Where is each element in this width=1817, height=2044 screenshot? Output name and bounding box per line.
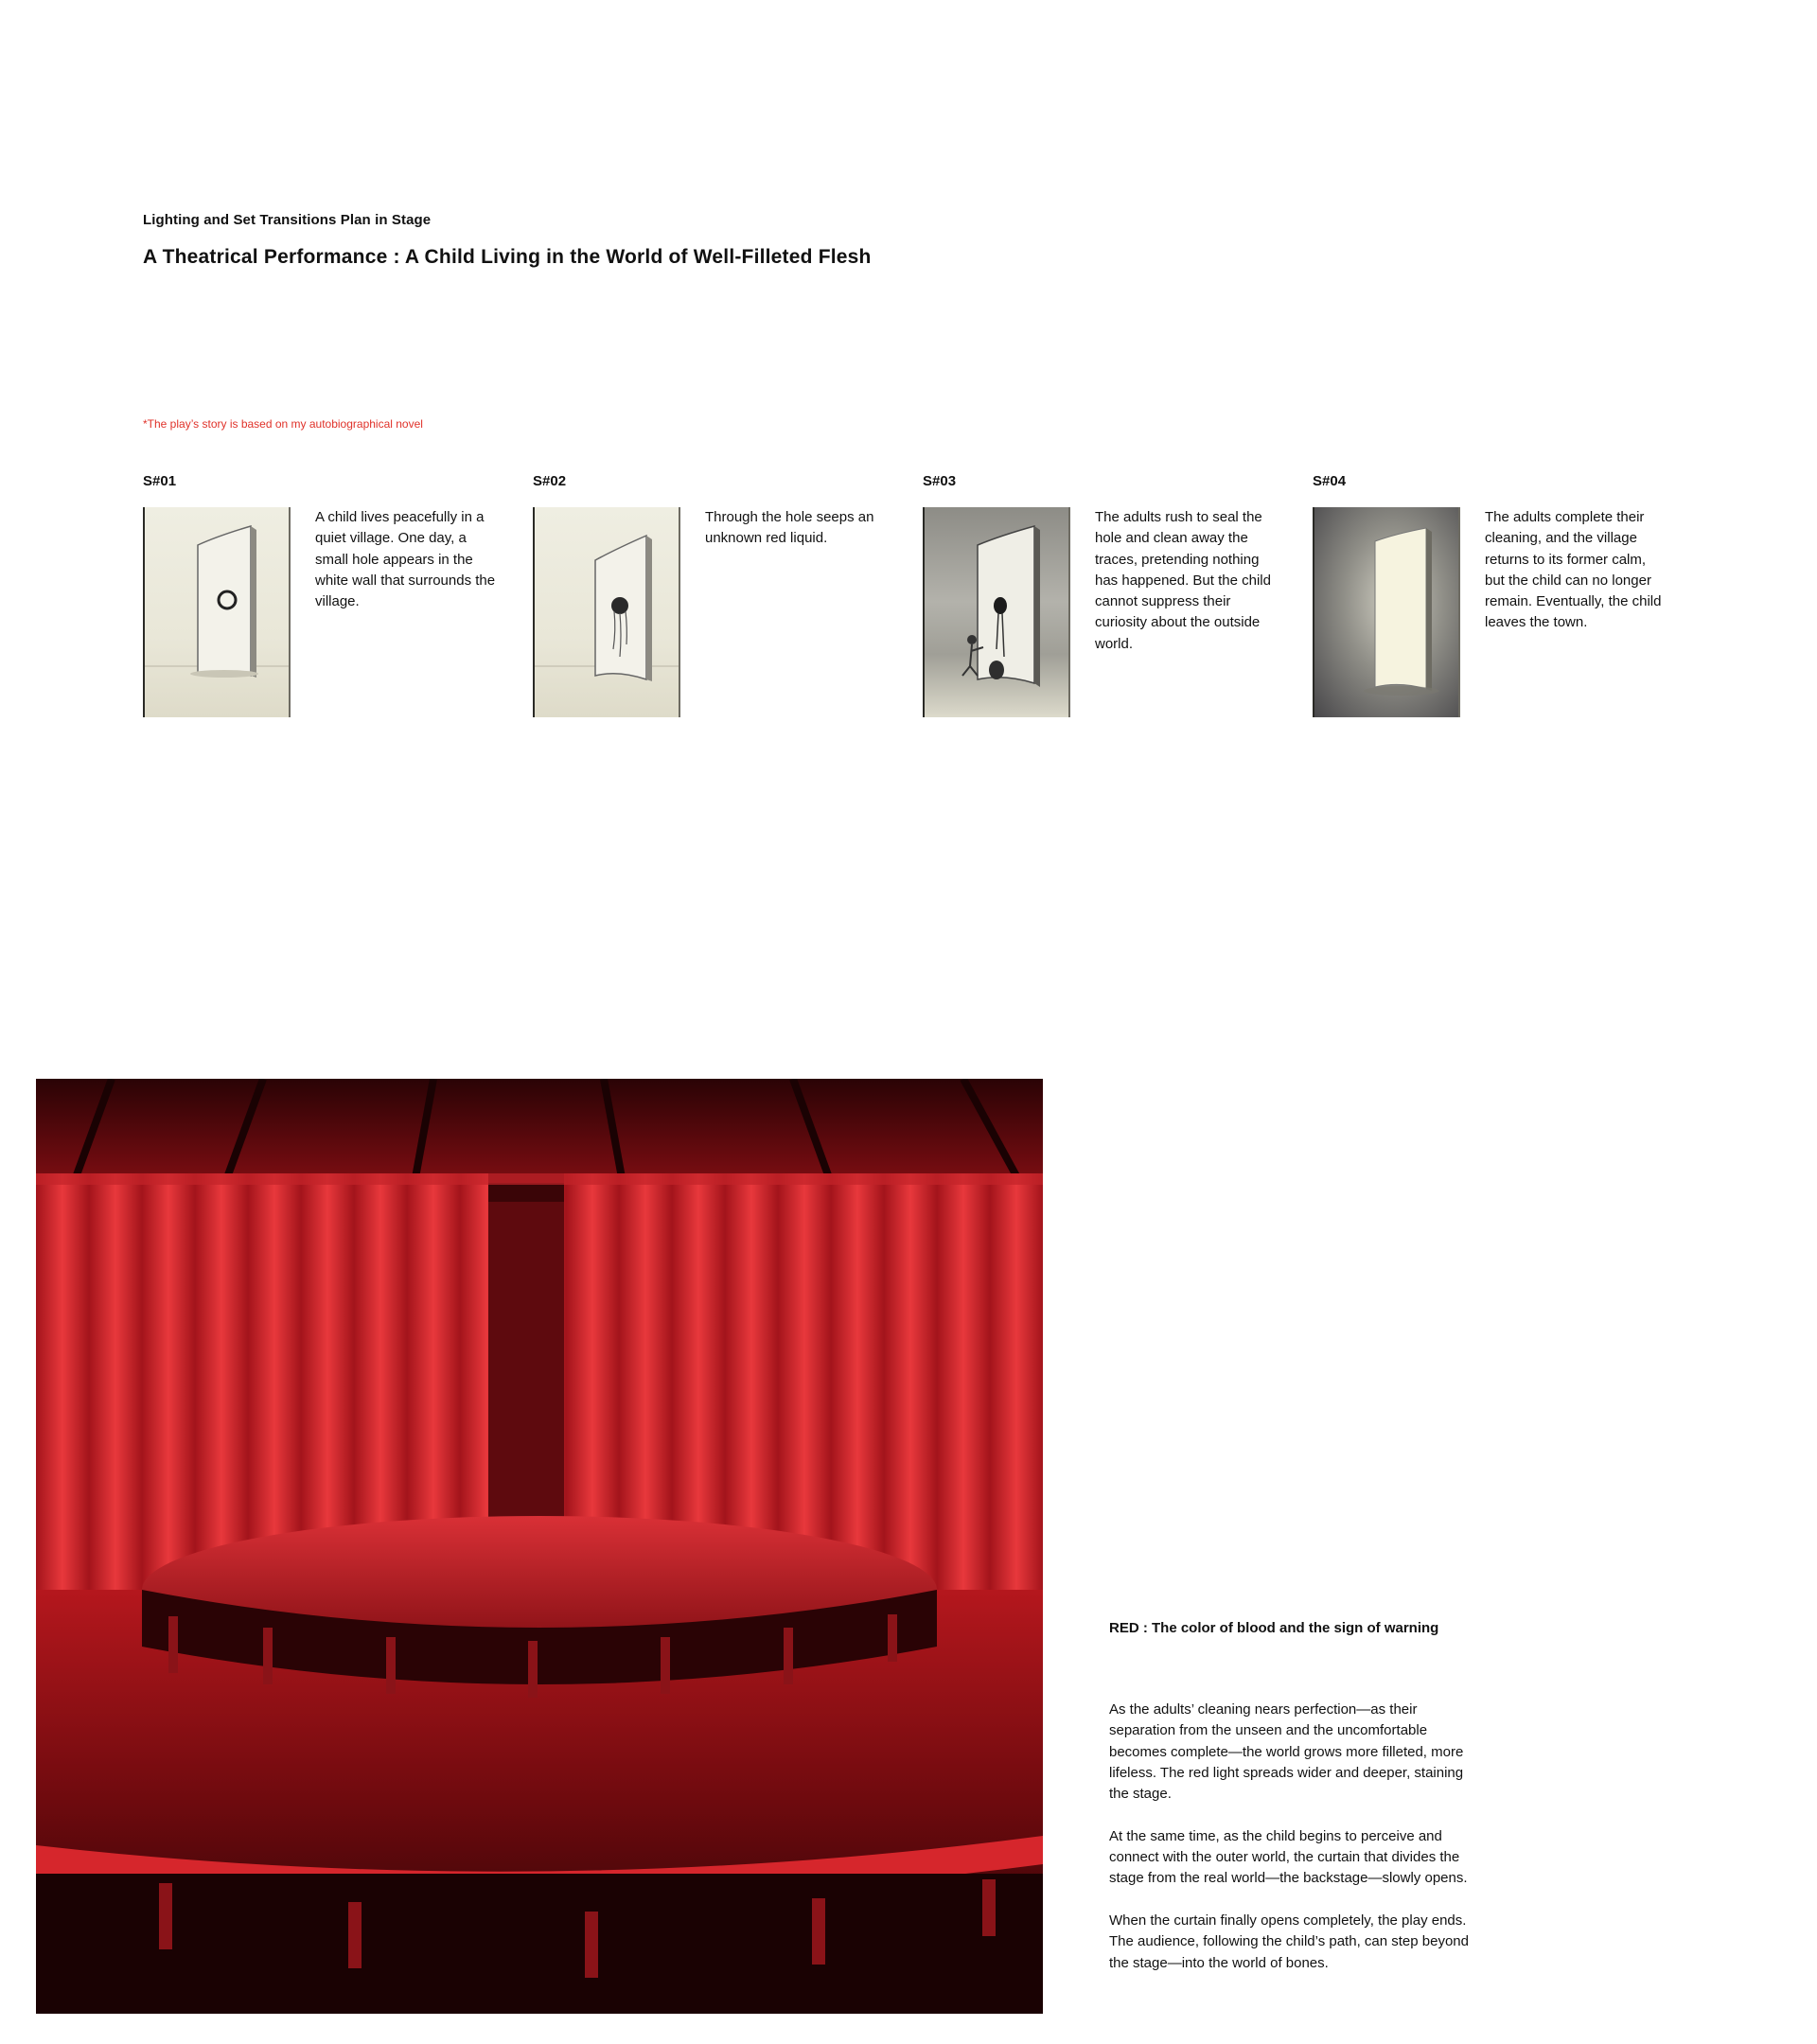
scene-1 xyxy=(143,473,521,717)
scene-description: The adults complete their cleaning, and the village returns to its former calm, but the child can no longer remain. Eventually, the child leaves the town. xyxy=(1485,509,1662,631)
page-subtitle: Lighting and Set Transitions Plan in Stage xyxy=(143,212,432,228)
scene-3-sketch xyxy=(923,507,1070,717)
red-paragraph-1: As the adults’ cleaning nears perfection—as their separation from the unseen and the uncomfortable becomes complete—the world grows more filleted, more lifeless. The red light spreads wider and deeper, staining the stage. xyxy=(1109,1701,1464,1803)
scene-4-sketch xyxy=(1313,507,1460,717)
scene-1-sketch xyxy=(143,507,291,717)
scene-label: S#01 xyxy=(143,473,177,489)
scene-2 xyxy=(533,473,911,717)
scene-4 xyxy=(1313,473,1691,717)
page-title: A Theatrical Performance : A Child Living in the World of Well-Filleted Flesh xyxy=(143,246,872,268)
red-paragraph-2: At the same time, as the child begins to perceive and connect with the outer world, the curtain that divides the stage from the real world—the backstage—slowly opens. xyxy=(1109,1827,1468,1887)
source-note: *The play’s story is based on my autobiographical novel xyxy=(143,417,423,431)
scene-description: A child lives peacefully in a quiet village. One day, a small hole appears in the white wall that surrounds the village. xyxy=(315,509,496,610)
red-paragraph-3: When the curtain finally opens completely, the play ends. The audience, following the child’s path, can step beyond the stage—into the world of bones. xyxy=(1109,1912,1469,1971)
scene-label: S#02 xyxy=(533,473,567,489)
stage-render xyxy=(36,1079,1043,2014)
scene-2-sketch xyxy=(533,507,680,717)
scene-3 xyxy=(923,473,1301,717)
scene-label: S#04 xyxy=(1313,473,1347,489)
red-section-text xyxy=(1109,1700,1469,1995)
red-section-heading: RED : The color of blood and the sign of warning xyxy=(1109,1620,1439,1636)
scene-description: Through the hole seeps an unknown red liquid. xyxy=(705,509,874,547)
scene-label: S#03 xyxy=(923,473,957,489)
scene-description: The adults rush to seal the hole and clean away the traces, pretending nothing has happened. But the child cannot suppress their curiosity about the outside world. xyxy=(1095,509,1271,652)
